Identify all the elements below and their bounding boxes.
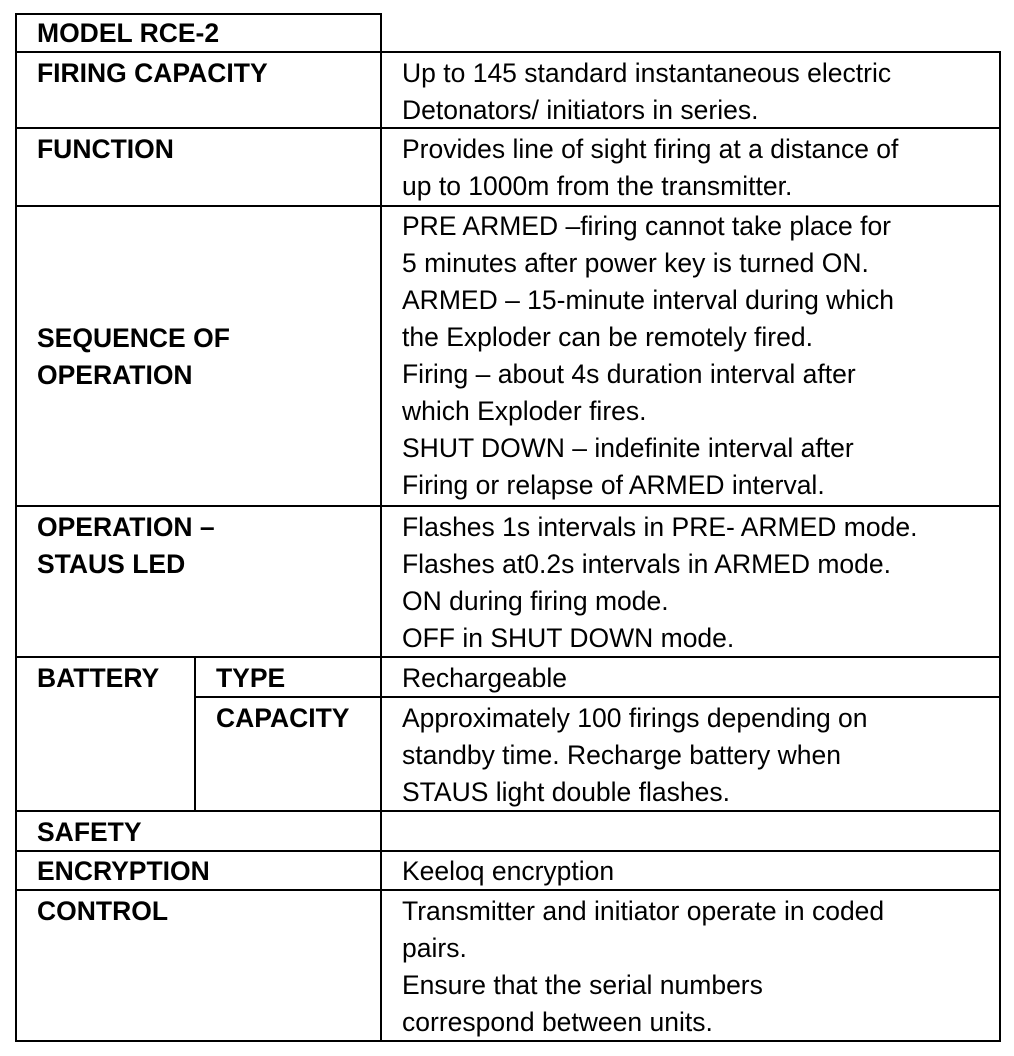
value-line: correspond between units. — [402, 1007, 713, 1037]
value-line: SHUT DOWN – indefinite interval after — [402, 433, 854, 463]
label-line: STAUS LED — [37, 549, 186, 579]
value-line: Firing – about 4s duration interval after — [402, 359, 856, 389]
table-rule — [15, 850, 1001, 852]
table-rule — [15, 13, 17, 1042]
battery-type-value: Rechargeable — [402, 663, 568, 693]
table-rule — [15, 205, 1001, 207]
value-line: Approximately 100 firings depending on — [402, 703, 868, 733]
value-line: which Exploder fires. — [402, 396, 647, 426]
function-label: FUNCTION — [37, 134, 174, 164]
firing-capacity-value — [402, 55, 891, 129]
value-line: Up to 145 standard instantaneous electric — [402, 58, 892, 88]
value-line: standby time. Recharge battery when — [402, 740, 841, 770]
status-led-value — [402, 509, 917, 657]
label-line: OPERATION – — [37, 512, 215, 542]
encryption-value: Keeloq encryption — [402, 856, 615, 886]
battery-capacity-value — [402, 700, 868, 811]
table-rule — [194, 656, 196, 812]
sequence-label — [37, 320, 230, 394]
value-line: the Exploder can be remotely fired. — [402, 322, 813, 352]
control-label: CONTROL — [37, 896, 169, 926]
value-line: Transmitter and initiator operate in coded — [402, 896, 885, 926]
table-rule — [194, 696, 1001, 698]
encryption-label: ENCRYPTION — [37, 856, 210, 886]
value-line: 5 minutes after power key is turned ON. — [402, 248, 869, 278]
value-line: ON during firing mode. — [402, 586, 669, 616]
firing-capacity-label: FIRING CAPACITY — [37, 58, 268, 88]
value-line: Flashes 1s intervals in PRE- ARMED mode. — [402, 512, 918, 542]
value-line: Provides line of sight firing at a distance of — [402, 134, 899, 164]
sequence-value — [402, 208, 894, 504]
safety-label: SAFETY — [37, 817, 142, 847]
function-value — [402, 131, 898, 205]
value-line: OFF in SHUT DOWN mode. — [402, 623, 735, 653]
battery-label: BATTERY — [37, 663, 160, 693]
table-rule — [999, 51, 1001, 1042]
value-line: Detonators/ initiators in series. — [402, 95, 759, 125]
control-value — [402, 893, 884, 1041]
table-rule — [15, 505, 1001, 507]
table-rule — [380, 13, 382, 1042]
value-line: Firing or relapse of ARMED interval. — [402, 470, 825, 500]
value-line: STAUS light double flashes. — [402, 777, 730, 807]
status-led-label — [37, 509, 215, 583]
battery-capacity-label: CAPACITY — [216, 703, 350, 733]
value-line: pairs. — [402, 933, 467, 963]
battery-type-label: TYPE — [216, 663, 286, 693]
value-line: Flashes at0.2s intervals in ARMED mode. — [402, 549, 891, 579]
label-line: SEQUENCE OF — [37, 323, 230, 353]
label-line: OPERATION — [37, 360, 193, 390]
value-line: up to 1000m from the transmitter. — [402, 171, 793, 201]
value-line: PRE ARMED –firing cannot take place for — [402, 211, 892, 241]
value-line: Ensure that the serial numbers — [402, 970, 763, 1000]
model-label: MODEL RCE-2 — [37, 18, 220, 48]
value-line: ARMED – 15-minute interval during which — [402, 285, 894, 315]
